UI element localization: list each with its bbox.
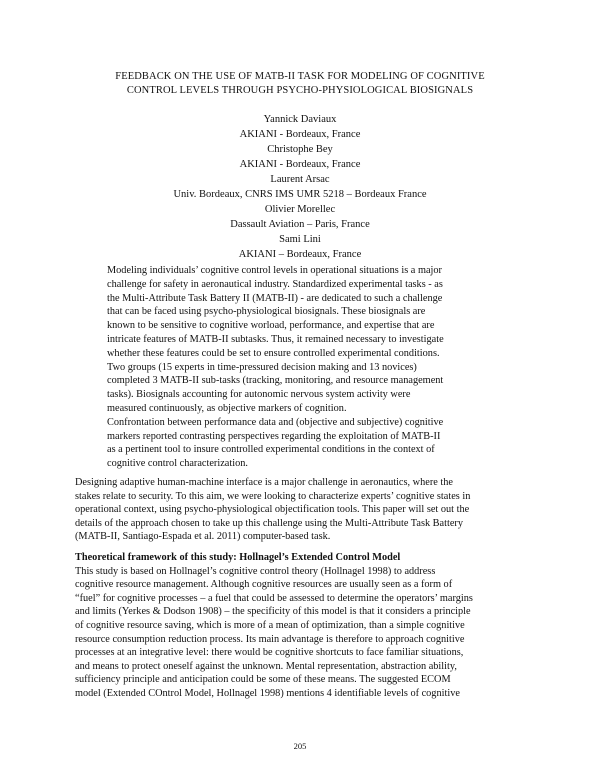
abstract-line: completed 3 MATB-II sub-tasks (tracking, monitoring, and resource management bbox=[107, 375, 444, 387]
author-affiliation: AKIANI – Bordeaux, France bbox=[238, 249, 362, 260]
section-line: “fuel” for cognitive processes – a fuel that could be assessed to determine the operators’ margins bbox=[75, 592, 473, 604]
author-affiliation: Dassault Aviation – Paris, France bbox=[230, 219, 370, 230]
section-line: This study is based on Hollnagel’s cognitive control theory (Hollnagel 1998) to address bbox=[75, 565, 436, 577]
body-text bbox=[75, 476, 535, 701]
abstract-line: challenge for safety in aeronautical industry. Standardized experimental tasks - as bbox=[107, 278, 443, 290]
abstract bbox=[107, 264, 503, 471]
intro-line: operational context, using psycho-physiological objectification tools. This paper will set out the bbox=[75, 504, 470, 516]
section-heading: Theoretical framework of this study: Hollnagel’s Extended Control Model bbox=[75, 551, 401, 563]
section-line: resource consumption reduction process. Its main advantage is therefore to approach cognitive bbox=[75, 633, 465, 645]
abstract-line: Two groups (15 experts in time-pressured decision making and 13 novices) bbox=[107, 361, 417, 373]
abstract-line: cognitive control characterization. bbox=[107, 458, 248, 470]
abstract-line: tasks). Biosignals accounting for autonomic nervous system activity were bbox=[107, 389, 411, 401]
section-line: model (Extended COntrol Model, Hollnagel 1998) mentions 4 identifiable levels of cognitive bbox=[75, 687, 460, 699]
title-line: FEEDBACK ON THE USE OF MATB-II TASK FOR MODELING OF COGNITIVE bbox=[115, 71, 485, 82]
author-name: Christophe Bey bbox=[267, 144, 333, 155]
page-number: 205 bbox=[293, 741, 307, 751]
abstract-line: intricate features of MATB-II subtasks. Thus, it remained necessary to investigate bbox=[107, 333, 444, 345]
abstract-line: whether these features could be set to ensure controlled experimental conditions. bbox=[107, 347, 440, 359]
author-affiliation: AKIANI - Bordeaux, France bbox=[239, 129, 361, 140]
author-affiliation: Univ. Bordeaux, CNRS IMS UMR 5218 – Bordeaux France bbox=[173, 189, 427, 200]
section-line: processes at an integrative level: there would be cognitive shortcuts to face familiar situations, bbox=[75, 647, 464, 659]
abstract-line: the Multi-Attribute Task Battery II (MATB-II) - are dedicated to such a challenge bbox=[107, 292, 443, 304]
abstract-line: markers reported contrasting perspectives regarding the exploitation of MATB-II bbox=[107, 430, 441, 442]
section-line: and means to protect oneself against the unknown. Mental representation, abstraction ability, bbox=[75, 660, 457, 672]
intro-line: Designing adaptive human-machine interface is a major challenge in aeronautics, where the bbox=[75, 477, 453, 488]
author-block bbox=[80, 112, 520, 262]
intro-line: (MATB-II, Santiago-Espada et al. 2011) computer-based task. bbox=[75, 531, 331, 543]
section-line: sufficiency principle and anticipation could be some of these means. The suggested ECOM bbox=[75, 674, 451, 686]
author-name: Yannick Daviaux bbox=[263, 114, 337, 125]
paragraph-gap bbox=[75, 544, 535, 551]
intro-line: stakes relate to security. To this aim, we were looking to characterize experts’ cognitive states in bbox=[75, 490, 471, 502]
abstract-line: known to be sensitive to cognitive worload, performance, and expertise that are bbox=[107, 320, 435, 332]
section-line: cognitive resource management. Although cognitive resources are usually seen as a form of bbox=[75, 579, 453, 591]
author-name: Sami Lini bbox=[279, 234, 321, 245]
author-affiliation: AKIANI - Bordeaux, France bbox=[239, 159, 361, 170]
title-line: CONTROL LEVELS THROUGH PSYCHO-PHYSIOLOGICAL BIOSIGNALS bbox=[126, 85, 474, 96]
abstract-line: measured continuously, as objective markers of cognition. bbox=[107, 402, 347, 414]
author-name: Laurent Arsac bbox=[270, 174, 330, 185]
abstract-line: Modeling individuals’ cognitive control levels in operational situations is a major bbox=[107, 265, 442, 276]
author-name: Olivier Morellec bbox=[264, 204, 336, 215]
intro-line: details of the approach chosen to take up this challenge using the Multi-Attribute Task Battery bbox=[75, 517, 463, 529]
section-line: of cognitive resource saving, which is more of a mean of optimization, than a simple cognitive bbox=[75, 619, 465, 631]
abstract-line: as a pertinent tool to insure controlled experimental conditions in the context of bbox=[107, 444, 435, 456]
abstract-line: Confrontation between performance data and (objective and subjective) cognitive bbox=[107, 416, 444, 428]
abstract-line: that can be faced using psycho-physiological biosignals. These biosignals are bbox=[107, 306, 426, 318]
section-line: and limits (Yerkes & Dodson 1908) – the specificity of this model is that it considers a principle bbox=[75, 606, 471, 618]
paper-title bbox=[60, 70, 540, 98]
